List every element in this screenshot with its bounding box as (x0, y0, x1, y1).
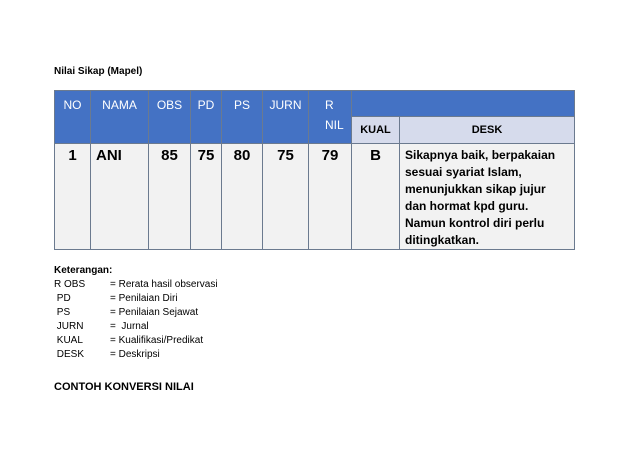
cell-pd: 75 (191, 144, 222, 250)
header-pd: PD (191, 91, 222, 144)
header-ps: PS (222, 91, 263, 144)
note-item (54, 320, 218, 334)
grade-table (54, 90, 575, 250)
header-kual: KUAL (352, 117, 400, 144)
cell-no: 1 (55, 144, 91, 250)
notes-heading: Keterangan: (54, 265, 113, 276)
note-item (54, 292, 218, 306)
header-desk: DESK (400, 117, 575, 144)
note-key: PD (54, 293, 71, 304)
note-value: = Kualifikasi/Predikat (110, 335, 204, 346)
note-key: KUAL (54, 335, 83, 346)
header-obs: OBS (149, 91, 191, 144)
cell-rnil: 79 (309, 144, 352, 250)
note-item (54, 278, 218, 292)
cell-jurn: 75 (263, 144, 309, 250)
cell-ps: 80 (222, 144, 263, 250)
cell-desk: Sikapnya baik, berpakaian sesuai syariat Islam, menunjukkan sikap jujur dan hormat kpd guru. Namun kontrol diri perlu ditingkatkan. (400, 144, 575, 250)
note-value: = Jurnal (110, 321, 149, 332)
page-title: Nilai Sikap (Mapel) (54, 66, 143, 77)
note-key: PS (54, 307, 71, 318)
note-value: = Deskripsi (110, 349, 160, 360)
header-no: NO (55, 91, 91, 144)
legend-notes (54, 264, 218, 362)
header-blank (352, 91, 575, 117)
cell-nama: ANI (91, 144, 149, 250)
table-header-row (55, 91, 575, 117)
note-key: DESK (54, 349, 85, 360)
cell-kual: B (352, 144, 400, 250)
note-key: JURN (54, 321, 84, 332)
cell-obs: 85 (149, 144, 191, 250)
note-key: R OBS (54, 279, 86, 290)
note-item (54, 306, 218, 320)
note-value: = Penilaian Diri (110, 293, 178, 304)
header-jurn: JURN (263, 91, 309, 144)
note-value: = Penilaian Sejawat (110, 307, 199, 318)
table-row (55, 144, 575, 250)
konversi-heading: CONTOH KONVERSI NILAI (54, 381, 194, 393)
note-item (54, 334, 218, 348)
note-item (54, 348, 218, 362)
header-rnil: R NIL (309, 91, 352, 144)
note-value: = Rerata hasil observasi (110, 279, 218, 290)
header-nama: NAMA (91, 91, 149, 144)
